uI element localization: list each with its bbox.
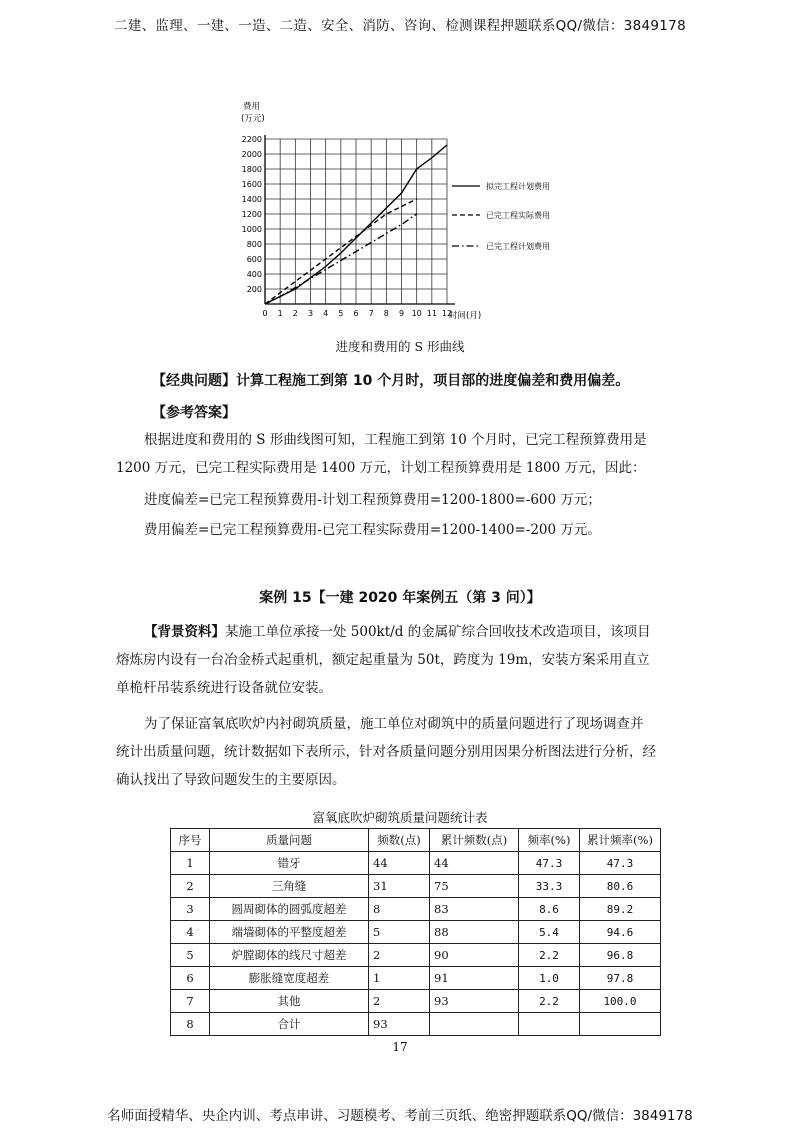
table-cell: 膨胀缝宽度超差 [210, 967, 369, 990]
table-cell: 端墙砌体的平整度超差 [210, 921, 369, 944]
table-row [171, 967, 661, 990]
x-axis-label: 时间(月) [449, 311, 482, 321]
table-cell: 83 [430, 898, 519, 921]
table-cell: 合计 [210, 1013, 369, 1036]
table-cell: 91 [430, 967, 519, 990]
y-tick-label: 800 [246, 240, 262, 249]
y-tick-label: 600 [246, 255, 262, 264]
x-tick-label: 3 [307, 309, 314, 318]
x-tick-label: 0 [262, 309, 268, 318]
x-tick-label: 1 [277, 309, 283, 318]
table-row [171, 875, 661, 898]
y-axis-unit: (万元) [241, 114, 265, 124]
x-tick-label: 12 [441, 309, 453, 318]
table-cell: 8.6 [519, 898, 580, 921]
chart-caption: 进度和费用的 S 形曲线 [335, 339, 465, 354]
header-cell: 累计频数(点) [430, 829, 519, 852]
table-row [171, 1013, 661, 1036]
answer-paragraph-3: 费用偏差=已完工程预算费用-已完工程实际费用=1200-1400=-200 万元。 [144, 522, 601, 538]
header-cell: 频数(点) [369, 829, 430, 852]
table-cell [580, 1013, 661, 1036]
y-tick-label: 400 [246, 270, 262, 279]
legend-label: 拟完工程计划费用 [486, 182, 550, 191]
table-cell: 80.6 [580, 875, 661, 898]
question-heading: 【经典问题】计算工程施工到第 10 个月时，项目部的进度偏差和费用偏差。 [152, 373, 630, 389]
answer-label: 【参考答案】 [152, 405, 236, 421]
case-title: 案例 15【一建 2020 年案例五（第 3 问）】 [259, 590, 541, 606]
y-axis-label: 费用 [243, 102, 261, 112]
y-tick-label: 1200 [241, 210, 262, 219]
y-tick-label: 1600 [241, 180, 262, 189]
table-cell: 炉膛砌体的线尺寸超差 [210, 944, 369, 967]
table-cell: 其他 [210, 990, 369, 1013]
table-row [171, 990, 661, 1013]
table-cell: 47.3 [519, 852, 580, 875]
legend-label: 已完工程实际费用 [486, 211, 550, 220]
table-cell: 圆周砌体的圆弧度超差 [210, 898, 369, 921]
table-cell: 错牙 [210, 852, 369, 875]
table-cell: 2 [171, 875, 210, 898]
table-cell: 44 [369, 852, 430, 875]
y-tick-label: 200 [246, 285, 262, 294]
x-tick-label: 11 [426, 309, 437, 318]
table-cell [519, 1013, 580, 1036]
table-cell: 47.3 [580, 852, 661, 875]
page-number: 17 [392, 1040, 408, 1054]
y-tick-label: 2200 [241, 135, 262, 144]
table-cell: 93 [369, 1013, 430, 1036]
x-tick-label: 10 [411, 309, 422, 318]
table-row [171, 944, 661, 967]
table-row [171, 921, 661, 944]
table-cell: 75 [430, 875, 519, 898]
answer-paragraph-2: 进度偏差=已完工程预算费用-计划工程预算费用=1200-1800=-600 万元； [144, 492, 601, 508]
background-paragraph-2: 为了保证富氧底吹炉内衬砌筑质量，施工单位对砌筑中的质量问题进行了现场调查并统计出质量问题，统计数据如下表所示，针对各质量问题分别用因果分析图法进行分析，经确认找出了导致问题发生的主要原因。 [116, 716, 656, 788]
header-cell: 质量问题 [210, 829, 369, 852]
legend-label: 已完工程计划费用 [486, 242, 550, 251]
table-cell: 93 [430, 990, 519, 1013]
x-tick-label: 7 [368, 309, 374, 318]
table-cell: 2 [369, 990, 430, 1013]
y-tick-label: 1400 [241, 195, 262, 204]
table-title: 富氧底吹炉砌筑质量问题统计表 [312, 810, 488, 825]
table-row [171, 898, 661, 921]
background-paragraph-1 [116, 618, 656, 702]
table-cell: 89.2 [580, 898, 661, 921]
table-cell: 97.8 [580, 967, 661, 990]
page-footer: 名师面授精华、央企内训、考点串讲、习题模考、考前三页纸、绝密押题联系QQ/微信：3849178 [107, 1108, 693, 1124]
header-cell: 序号 [171, 829, 210, 852]
x-tick-label: 5 [338, 309, 344, 318]
table-cell: 1.0 [519, 967, 580, 990]
table-cell: 5 [369, 921, 430, 944]
y-tick-label: 1800 [241, 165, 262, 174]
x-tick-label: 6 [353, 309, 359, 318]
header-cell: 频率(%) [519, 829, 580, 852]
table-header-row [171, 829, 661, 852]
table-cell: 100.0 [580, 990, 661, 1013]
x-tick-label: 8 [383, 309, 389, 318]
s-curve-chart [230, 100, 610, 330]
y-tick-label: 1000 [241, 225, 262, 234]
table-cell: 2.2 [519, 990, 580, 1013]
table-cell: 33.3 [519, 875, 580, 898]
table-cell: 3 [171, 898, 210, 921]
table-body [171, 852, 661, 1036]
answer-paragraph-1: 根据进度和费用的 S 形曲线图可知，工程施工到第 10 个月时，已完工程预算费用是 1200 万元，已完工程实际费用是 1400 万元，计划工程预算费用是 1800 万元，因此： [116, 432, 647, 476]
x-tick-label: 4 [323, 309, 329, 318]
table-cell: 90 [430, 944, 519, 967]
table-cell: 44 [430, 852, 519, 875]
table-cell: 1 [369, 967, 430, 990]
table-cell: 88 [430, 921, 519, 944]
quality-stats-table [170, 828, 661, 1036]
table-cell: 2.2 [519, 944, 580, 967]
background-label: 【背景资料】 [144, 624, 225, 640]
table-cell: 96.8 [580, 944, 661, 967]
table-cell: 31 [369, 875, 430, 898]
table-cell: 6 [171, 967, 210, 990]
table-row [171, 852, 661, 875]
table-cell: 1 [171, 852, 210, 875]
table-cell: 5.4 [519, 921, 580, 944]
table-cell [430, 1013, 519, 1036]
table-cell: 8 [369, 898, 430, 921]
s-curve-svg [230, 100, 610, 330]
table-cell: 8 [171, 1013, 210, 1036]
table-cell: 5 [171, 944, 210, 967]
x-tick-label: 2 [292, 309, 298, 318]
y-tick-label: 2000 [241, 150, 262, 159]
table-cell: 4 [171, 921, 210, 944]
background-text: 某施工单位承接一处 500kt/d 的金属矿综合回收技术改造项目，该项目熔炼房内设有一台冶金桥式起重机，额定起重量为 50t，跨度为 19m，安装方案采用直立单桅杆吊装系统进行设备就位安装。 [116, 624, 651, 696]
x-tick-label: 9 [398, 309, 405, 318]
page-header: 二建、监理、一建、一造、二造、安全、消防、咨询、检测课程押题联系QQ/微信：3849178 [114, 18, 686, 34]
table-cell: 2 [369, 944, 430, 967]
header-cell: 累计频率(%) [580, 829, 661, 852]
table-cell: 94.6 [580, 921, 661, 944]
table-cell: 7 [171, 990, 210, 1013]
table-cell: 三角缝 [210, 875, 369, 898]
